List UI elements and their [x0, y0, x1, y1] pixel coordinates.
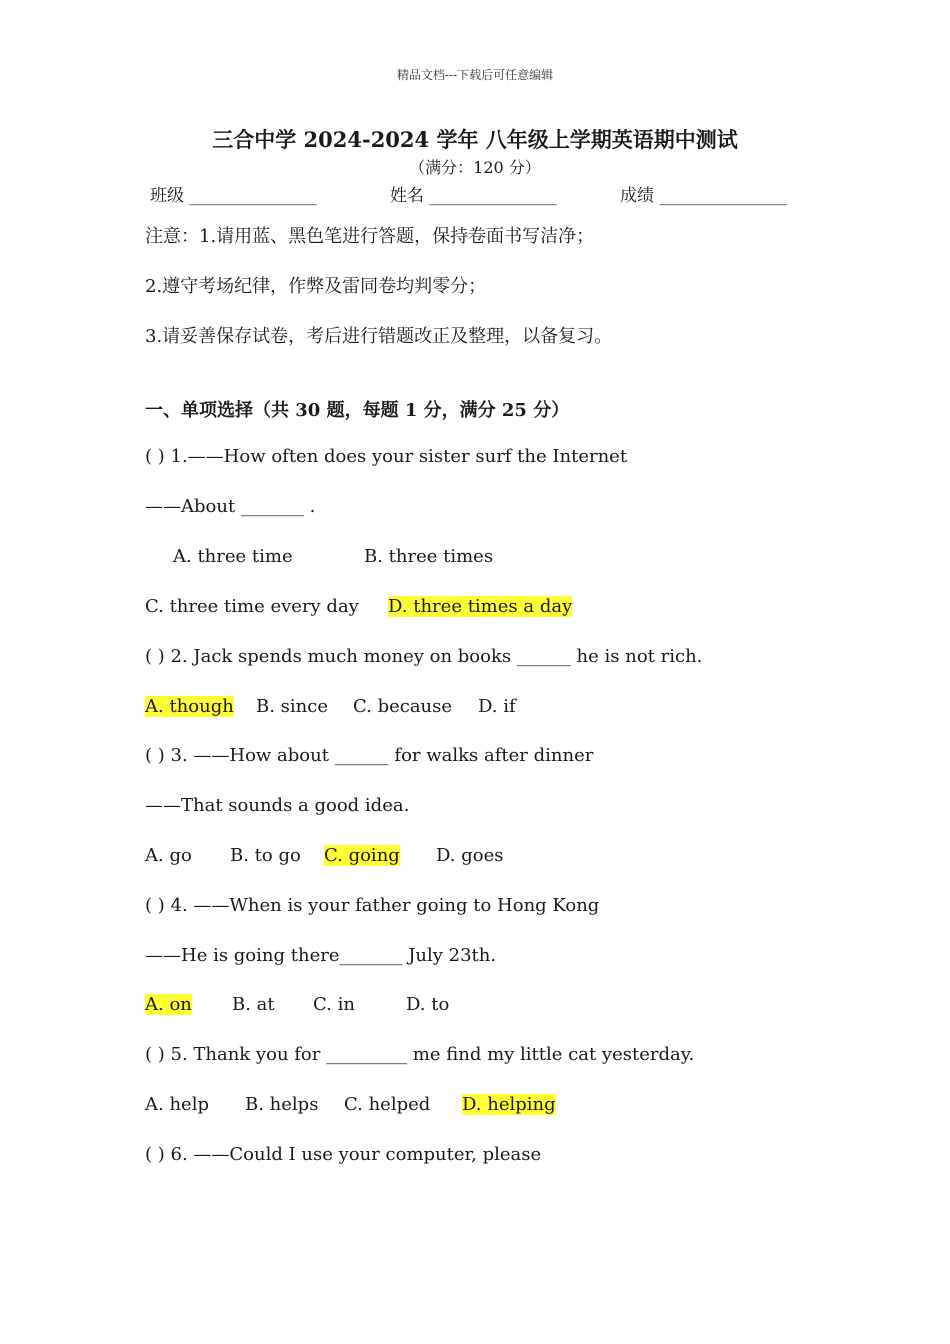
- q3-option-a: A. go: [145, 845, 192, 866]
- question-1-stem: ( ) 1.——How often does your sister surf the Internet: [145, 446, 628, 467]
- note-1: 注意：1.请用蓝、黑色笔进行答题，保持卷面书写洁净；: [145, 226, 595, 247]
- question-1-reply: ——About _______ .: [145, 496, 316, 517]
- exam-score: （满分：120 分）: [409, 158, 541, 177]
- section-heading: 一、单项选择（共 30 题，每题 1 分，满分 25 分）: [145, 400, 570, 421]
- name-field: 姓名 _______________: [390, 186, 557, 206]
- note-2: 2.遵守考场纪律，作弊及雷同卷均判零分；: [145, 276, 487, 297]
- q1-option-b: B. three times: [364, 546, 494, 567]
- q1-option-d: D. three times a day: [388, 596, 573, 617]
- q5-option-d: D. helping: [462, 1094, 556, 1115]
- note-3: 3.请妥善保存试卷，考后进行错题改正及整理，以备复习。: [145, 326, 613, 347]
- grade-field: 成绩 _______________: [620, 186, 787, 206]
- q4-option-a: A. on: [145, 994, 192, 1015]
- q4-option-b: B. at: [232, 994, 275, 1015]
- q2-option-c: C. because: [353, 696, 453, 717]
- q2-option-a: A. though: [145, 696, 234, 717]
- q2-option-b: B. since: [256, 696, 328, 717]
- q3-option-d: D. goes: [436, 845, 504, 866]
- question-6-stem: ( ) 6. ——Could I use your computer, please: [145, 1144, 542, 1165]
- q4-option-d: D. to: [406, 994, 450, 1015]
- q3-option-c: C. going: [324, 845, 400, 866]
- exam-title: 三合中学 2024-2024 学年 八年级上学期英语期中测试: [212, 127, 738, 152]
- q4-option-c: C. in: [313, 994, 355, 1015]
- class-field: 班级 _______________: [150, 186, 317, 206]
- q3-option-b: B. to go: [230, 845, 301, 866]
- q2-option-d: D. if: [478, 696, 516, 717]
- question-4-stem: ( ) 4. ——When is your father going to Hong Kong: [145, 895, 600, 916]
- q1-option-c: C. three time every day: [145, 596, 359, 617]
- q5-option-b: B. helps: [245, 1094, 319, 1115]
- question-3-stem: ( ) 3. ——How about ______ for walks after dinner: [145, 745, 594, 766]
- page-header: 精品文档---下载后可任意编辑: [396, 68, 554, 82]
- q5-option-a: A. help: [145, 1094, 209, 1115]
- question-2-stem: ( ) 2. Jack spends much money on books ______ he is not rich.: [145, 646, 703, 667]
- q5-option-c: C. helped: [344, 1094, 431, 1115]
- question-4-reply: ——He is going there_______ July 23th.: [145, 945, 497, 966]
- question-5-stem: ( ) 5. Thank you for _________ me find my little cat yesterday.: [145, 1044, 695, 1065]
- q1-option-a: A. three time: [173, 546, 293, 567]
- question-3-reply: ——That sounds a good idea.: [145, 795, 410, 816]
